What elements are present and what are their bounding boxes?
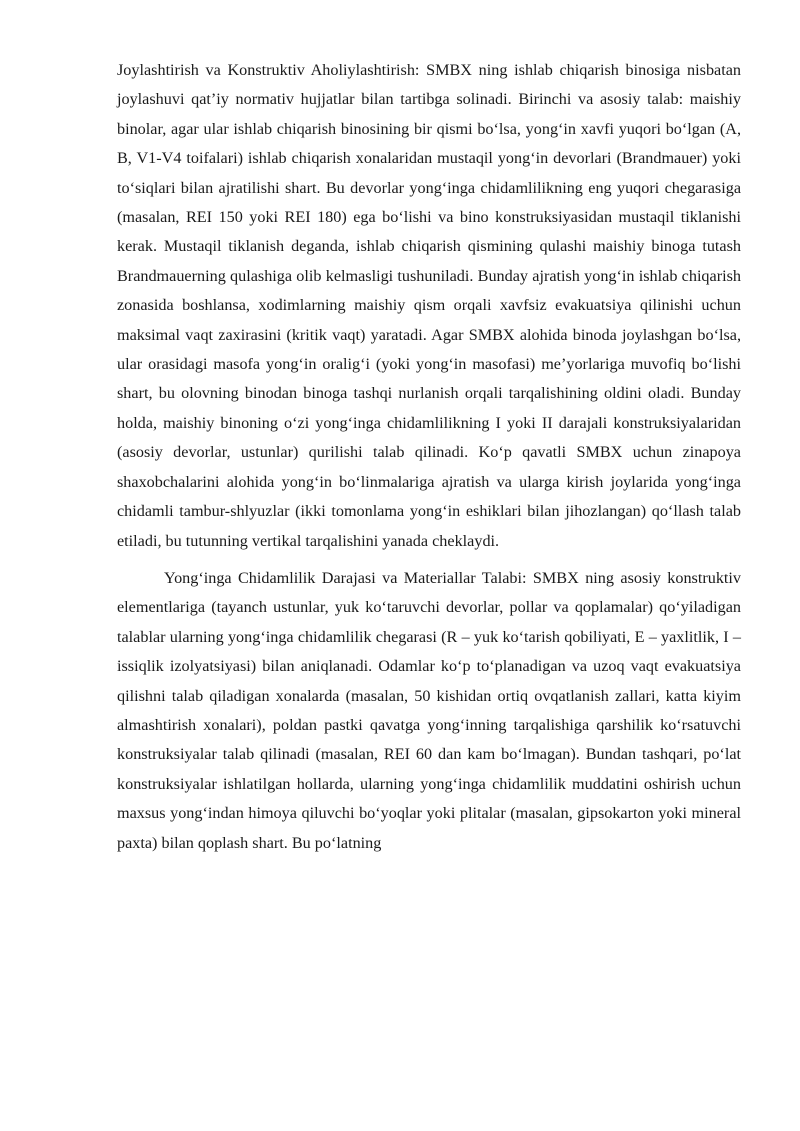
body-text — [117, 56, 741, 858]
paragraph-placement: Joylashtirish va Konstruktiv Aholiylashtirish: SMBX ning ishlab chiqarish binosiga nisbatan joylashuvi qat’iy normativ hujjatlar bilan tartibga solinadi. Birinchi va asosiy talab: maishiy binolar, agar ular ishlab chiqarish binosining bir qismi bo‘lsa, yong‘in xavfi yuqori bo‘lgan (A, B, V1-V4 toifalari) ishlab chiqarish xonalaridan mustaqil yong‘in devorlari (Brandmauer) yoki to‘siqlari bilan ajratilishi shart. Bu devorlar yong‘inga chidamlilikning eng yuqori chegarasiga (masalan, REI 150 yoki REI 180) ega bo‘lishi va bino konstruksiyasidan mustaqil tiklanishi kerak. Mustaqil tiklanish deganda, ishlab chiqarish qismining qulashi maishiy binoga tutash Brandmauerning qulashiga olib kelmasligi tushuniladi. Bunday ajratish yong‘in ishlab chiqarish zonasida boshlansa, xodimlarning maishiy qism orqali xavfsiz evakuatsiya qilinishi uchun maksimal vaqt zaxirasini (kritik vaqt) yaratadi. Agar SMBX alohida binoda joylashgan bo‘lsa, ular orasidagi masofa yong‘in oralig‘i (yoki yong‘in masofasi) me’yorlariga muvofiq bo‘lishi shart, bu olovning binodan binoga tashqi nurlanish orqali tarqalishining oldini oladi. Bunday holda, maishiy binoning o‘zi yong‘inga chidamlilikning I yoki II darajali konstruksiyalaridan (asosiy devorlar, ustunlar) qurilishi talab qilinadi. Ko‘p qavatli SMBX uchun zinapoya shaxobchalarini alohida yong‘in bo‘linmalariga ajratish va ularga kirish joylarida yong‘inga chidamli tambur-shlyuzlar (ikki tomonlama yong‘in eshiklari bilan jihozlangan) qo‘llash talab etiladi, bu tutunning vertikal tarqalishini yanada cheklaydi. — [117, 61, 741, 550]
paragraph-fire-resistance: Yong‘inga Chidamlilik Darajasi va Materiallar Talabi: SMBX ning asosiy konstruktiv elementlariga (tayanch ustunlar, yuk ko‘taruvchi devorlar, pollar va qoplamalar) qo‘yiladigan talablar ularning yong‘inga chidamlilik chegarasi (R – yuk ko‘tarish qobiliyati, E – yaxlitlik, I – issiqlik izolyatsiyasi) bilan aniqlanadi. Odamlar ko‘p to‘planadigan va uzoq vaqt evakuatsiya qilishni talab qiladigan xonalarda (masalan, 50 kishidan ortiq ovqatlanish zallari, katta kiyim almashtirish xonalari), poldan pastki qavatga yong‘inning tarqalishiga qarshilik ko‘rsatuvchi konstruksiyalar talab qilinadi (masalan, REI 60 dan kam bo‘lmagan). Bundan tashqari, po‘lat konstruksiyalar ishlatilgan hollarda, ularning yong‘inga chidamlilik muddatini oshirish uchun maxsus yong‘indan himoya qiluvchi bo‘yoqlar yoki plitalar (masalan, gipsokarton yoki mineral paxta) bilan qoplash shart. Bu po‘latning — [117, 568, 741, 852]
